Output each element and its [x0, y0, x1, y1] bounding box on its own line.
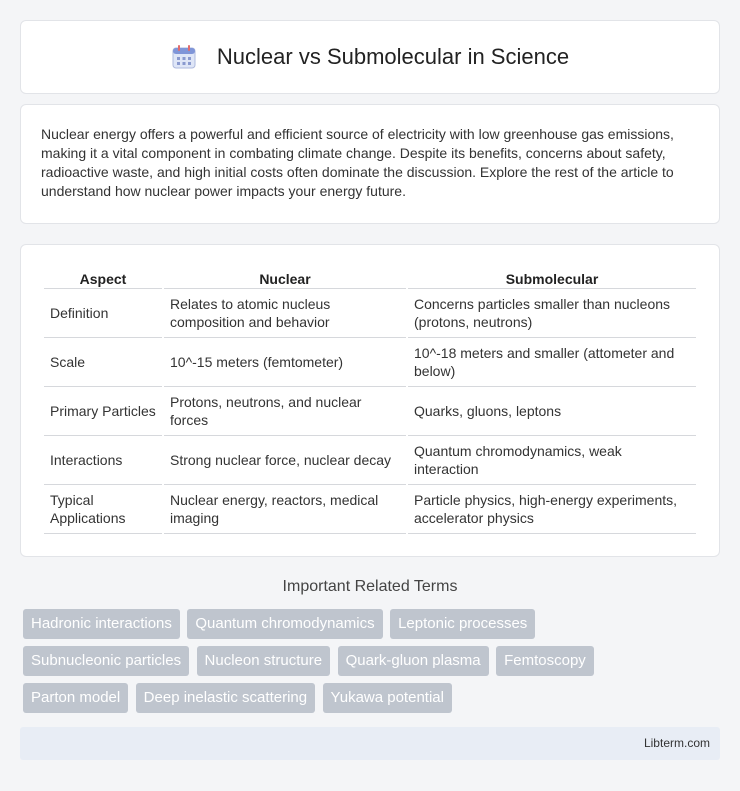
- related-terms-title: Important Related Terms: [282, 578, 458, 595]
- cell-aspect: Interactions: [44, 436, 162, 485]
- term-tag[interactable]: Nucleon structure: [197, 646, 331, 676]
- cell-nuclear: Nuclear energy, reactors, medical imaging: [164, 485, 406, 534]
- header-aspect: Aspect: [44, 265, 162, 289]
- cell-submolecular: Quantum chromodynamics, weak interaction: [408, 436, 696, 485]
- table-header-row: [44, 265, 696, 289]
- cell-aspect: Definition: [44, 289, 162, 338]
- term-tag[interactable]: Subnucleonic particles: [23, 646, 189, 676]
- cell-submolecular: 10^-18 meters and smaller (attometer and below): [408, 338, 696, 387]
- cell-submolecular: Particle physics, high-energy experiments, accelerator physics: [408, 485, 696, 534]
- intro-card: [20, 104, 720, 224]
- page-title: Nuclear vs Submolecular in Science: [216, 44, 570, 69]
- table-row: [44, 485, 696, 534]
- cell-nuclear: Relates to atomic nucleus composition and behavior: [164, 289, 406, 338]
- related-terms-list: [23, 609, 723, 720]
- term-tag[interactable]: Leptonic processes: [390, 609, 535, 639]
- cell-aspect: Scale: [44, 338, 162, 387]
- cell-submolecular: Concerns particles smaller than nucleons (protons, neutrons): [408, 289, 696, 338]
- cell-nuclear: 10^-15 meters (femtometer): [164, 338, 406, 387]
- term-tag[interactable]: Quantum chromodynamics: [187, 609, 382, 639]
- table-row: [44, 387, 696, 436]
- cell-submolecular: Quarks, gluons, leptons: [408, 387, 696, 436]
- term-tag[interactable]: Quark-gluon plasma: [338, 646, 489, 676]
- term-tag[interactable]: Yukawa potential: [323, 683, 452, 713]
- footer: [20, 727, 720, 760]
- term-tag[interactable]: Parton model: [23, 683, 128, 713]
- term-tag[interactable]: Femtoscopy: [496, 646, 594, 676]
- cell-aspect: Typical Applications: [44, 485, 162, 534]
- header-card: [20, 20, 720, 94]
- calendar-icon: [171, 44, 197, 70]
- header-nuclear: Nuclear: [164, 265, 406, 289]
- comparison-table-card: [20, 244, 720, 557]
- term-tag[interactable]: Hadronic interactions: [23, 609, 180, 639]
- cell-aspect: Primary Particles: [44, 387, 162, 436]
- header-submolecular: Submolecular: [408, 265, 696, 289]
- table-row: [44, 436, 696, 485]
- table-row: [44, 338, 696, 387]
- footer-link[interactable]: Libterm.com: [643, 736, 710, 750]
- cell-nuclear: Protons, neutrons, and nuclear forces: [164, 387, 406, 436]
- intro-text: Nuclear energy offers a powerful and efficient source of electricity with low greenhouse gas emissions, making it a vital component in combating climate change. Despite its benefits, concerns about safety, radioactive waste, and high initial costs often dominate the discussion. Explore the rest of the article to understand how nuclear power impacts your energy future.: [41, 126, 674, 199]
- cell-nuclear: Strong nuclear force, nuclear decay: [164, 436, 406, 485]
- term-tag[interactable]: Deep inelastic scattering: [136, 683, 315, 713]
- comparison-table: [42, 265, 698, 534]
- table-row: [44, 289, 696, 338]
